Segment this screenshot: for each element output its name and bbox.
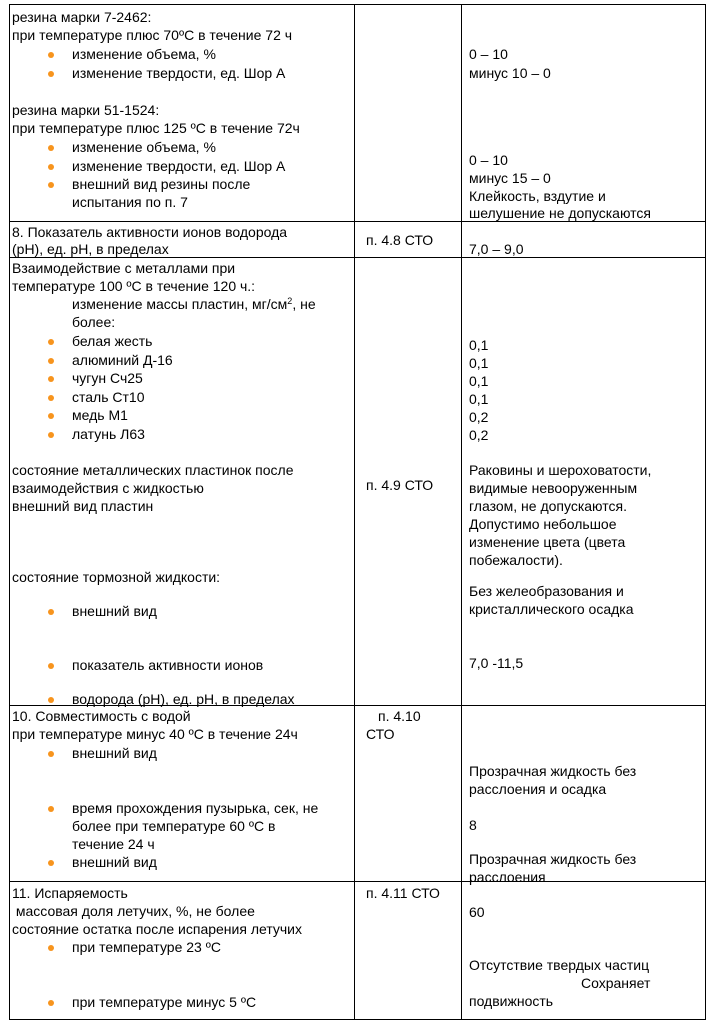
list-item: латунь Л63 [72,426,145,442]
value-text: шелушение не допускаются [469,205,651,221]
bullet-icon [48,609,54,615]
list-item: чугун Сч25 [72,370,143,386]
bullet-icon [48,806,54,812]
value-text: Отсутствие твердых частиц [469,957,650,973]
reference-text: п. 4.8 СТО [366,232,434,248]
list-item: алюминий Д-16 [72,352,173,368]
list-item: внешний вид [72,745,157,761]
list-item: белая жесть [72,333,153,349]
value-text: глазом, не допускаются. [469,498,627,514]
bullet-icon [48,358,54,364]
bullet-icon [48,945,54,951]
value-text: 0,1 [469,355,489,371]
bullet-icon [48,663,54,669]
cell-text: резина марки 51-1524: [12,102,160,118]
reference-text: п. 4.10 [378,708,421,724]
bullet-icon [48,71,54,77]
list-item: водорода (pH), ед. pH, в пределах [72,691,295,707]
list-item: внешний вид резины после [72,176,251,192]
bullet-icon [48,145,54,151]
value-text: 0 – 10 [469,152,508,168]
bullet-icon [48,339,54,345]
value-text: 0,1 [469,391,489,407]
cell-text: состояние тормозной жидкости: [12,569,221,585]
bullet-icon [48,860,54,866]
value-text: Клейкость, вздутие и [469,188,606,204]
value-text: 0,2 [469,409,489,425]
list-item: при температуре минус 5 ºС [72,994,257,1010]
cell-text: 10. Совместимость с водой [12,708,191,724]
cell-text: внешний вид пластин [12,498,154,514]
list-item: время прохождения пузырька, сек, не [72,800,319,816]
cell-text: состояние металлических пластинок после [12,462,294,478]
value-text: Прозрачная жидкость без [469,763,637,779]
cell-text: температуре 100 ºС в течение 120 ч.: [12,278,256,294]
bullet-icon [48,182,54,188]
value-text: Без желеобразования и [469,583,624,599]
cell-text: состояние остатка после испарения летучих [12,921,303,937]
value-text: 8 [469,817,477,833]
bullet-icon [48,395,54,401]
value-text: минус 10 – 0 [469,65,551,81]
value-text: Допустимо небольшое [469,516,617,532]
reference-text: СТО [366,726,395,742]
value-text: 7,0 – 9,0 [469,241,524,257]
bullet-icon [48,432,54,438]
cell-text: резина марки 7-2462: [12,9,152,25]
cell-text: более: [72,314,116,330]
reference-text: п. 4.11 СТО [366,885,440,901]
list-item: изменение объема, % [72,139,216,155]
value-text: 0 – 10 [469,46,508,62]
list-item: медь М1 [72,407,128,423]
value-text: минус 15 – 0 [469,170,551,186]
value-text: Прозрачная жидкость без [469,851,637,867]
value-text: расслоения [469,869,546,885]
table-border-bottom [9,1019,706,1020]
list-item: при температуре 23 ºС [72,939,221,955]
bullet-icon [48,1000,54,1006]
value-text: 0,1 [469,337,489,353]
list-item: внешний вид [72,854,157,870]
value-text: расслоения и осадка [469,781,607,797]
table-border-left [9,4,10,1020]
cell-text: при температуре плюс 125 ºС в течение 72ч [12,120,300,136]
value-text: кристаллического осадка [469,601,634,617]
cell-text: изменение массы пластин, $мг/см^2$, не [72,296,316,312]
value-text: 7,0 -11,5 [469,655,524,671]
bullet-icon [48,376,54,382]
bullet-icon [48,52,54,58]
requirements-table [9,4,706,1020]
cell-text: взаимодействия с жидкостью [12,480,204,496]
value-text: Раковины и шероховатости, [469,462,652,478]
reference-text: п. 4.9 СТО [366,477,434,493]
value-text: подвижность [469,993,554,1009]
bullet-icon [48,413,54,419]
cell-text: при температуре минус 40 ºС в течение 24ч [12,726,298,742]
value-text: 60 [469,904,485,920]
value-text: видимые невооруженным [469,480,638,496]
list-item: изменение твердости, ед. Шор А [72,65,286,81]
list-item: сталь Ст10 [72,389,145,405]
table-border-top [9,4,706,5]
bullet-icon [48,751,54,757]
list-item: внешний вид [72,603,157,619]
value-text: 0,2 [469,427,489,443]
cell-text: 8. Показатель активности ионов водорода [12,224,288,240]
bullet-icon [48,697,54,703]
cell-text: массовая доля летучих, %, не более [12,903,255,919]
list-item: показатель активности ионов [72,657,264,673]
list-item: течение 24 ч [72,836,155,852]
list-item: изменение твердости, ед. Шор А [72,158,286,174]
row-divider [9,881,706,882]
value-text: Сохраняет [581,975,651,991]
list-item: более при температуре 60 ºС в [72,818,276,834]
cell-text: (pH), ед. pH, в пределах [12,241,169,257]
column-divider [461,4,462,1020]
cell-text: при температуре плюс 70ºС в течение 72 ч [12,27,293,43]
column-divider [354,4,355,1020]
table-border-right [705,4,706,1020]
value-text: побежалости). [469,552,563,568]
value-text: 0,1 [469,373,489,389]
cell-text: 11. Испаряемость [12,885,128,901]
list-item: изменение объема, % [72,46,216,62]
value-text: изменение цвета (цвета [469,534,626,550]
cell-text: Взаимодействие с металлами при [12,260,236,276]
list-item: испытания по п. 7 [72,194,188,210]
bullet-icon [48,164,54,170]
